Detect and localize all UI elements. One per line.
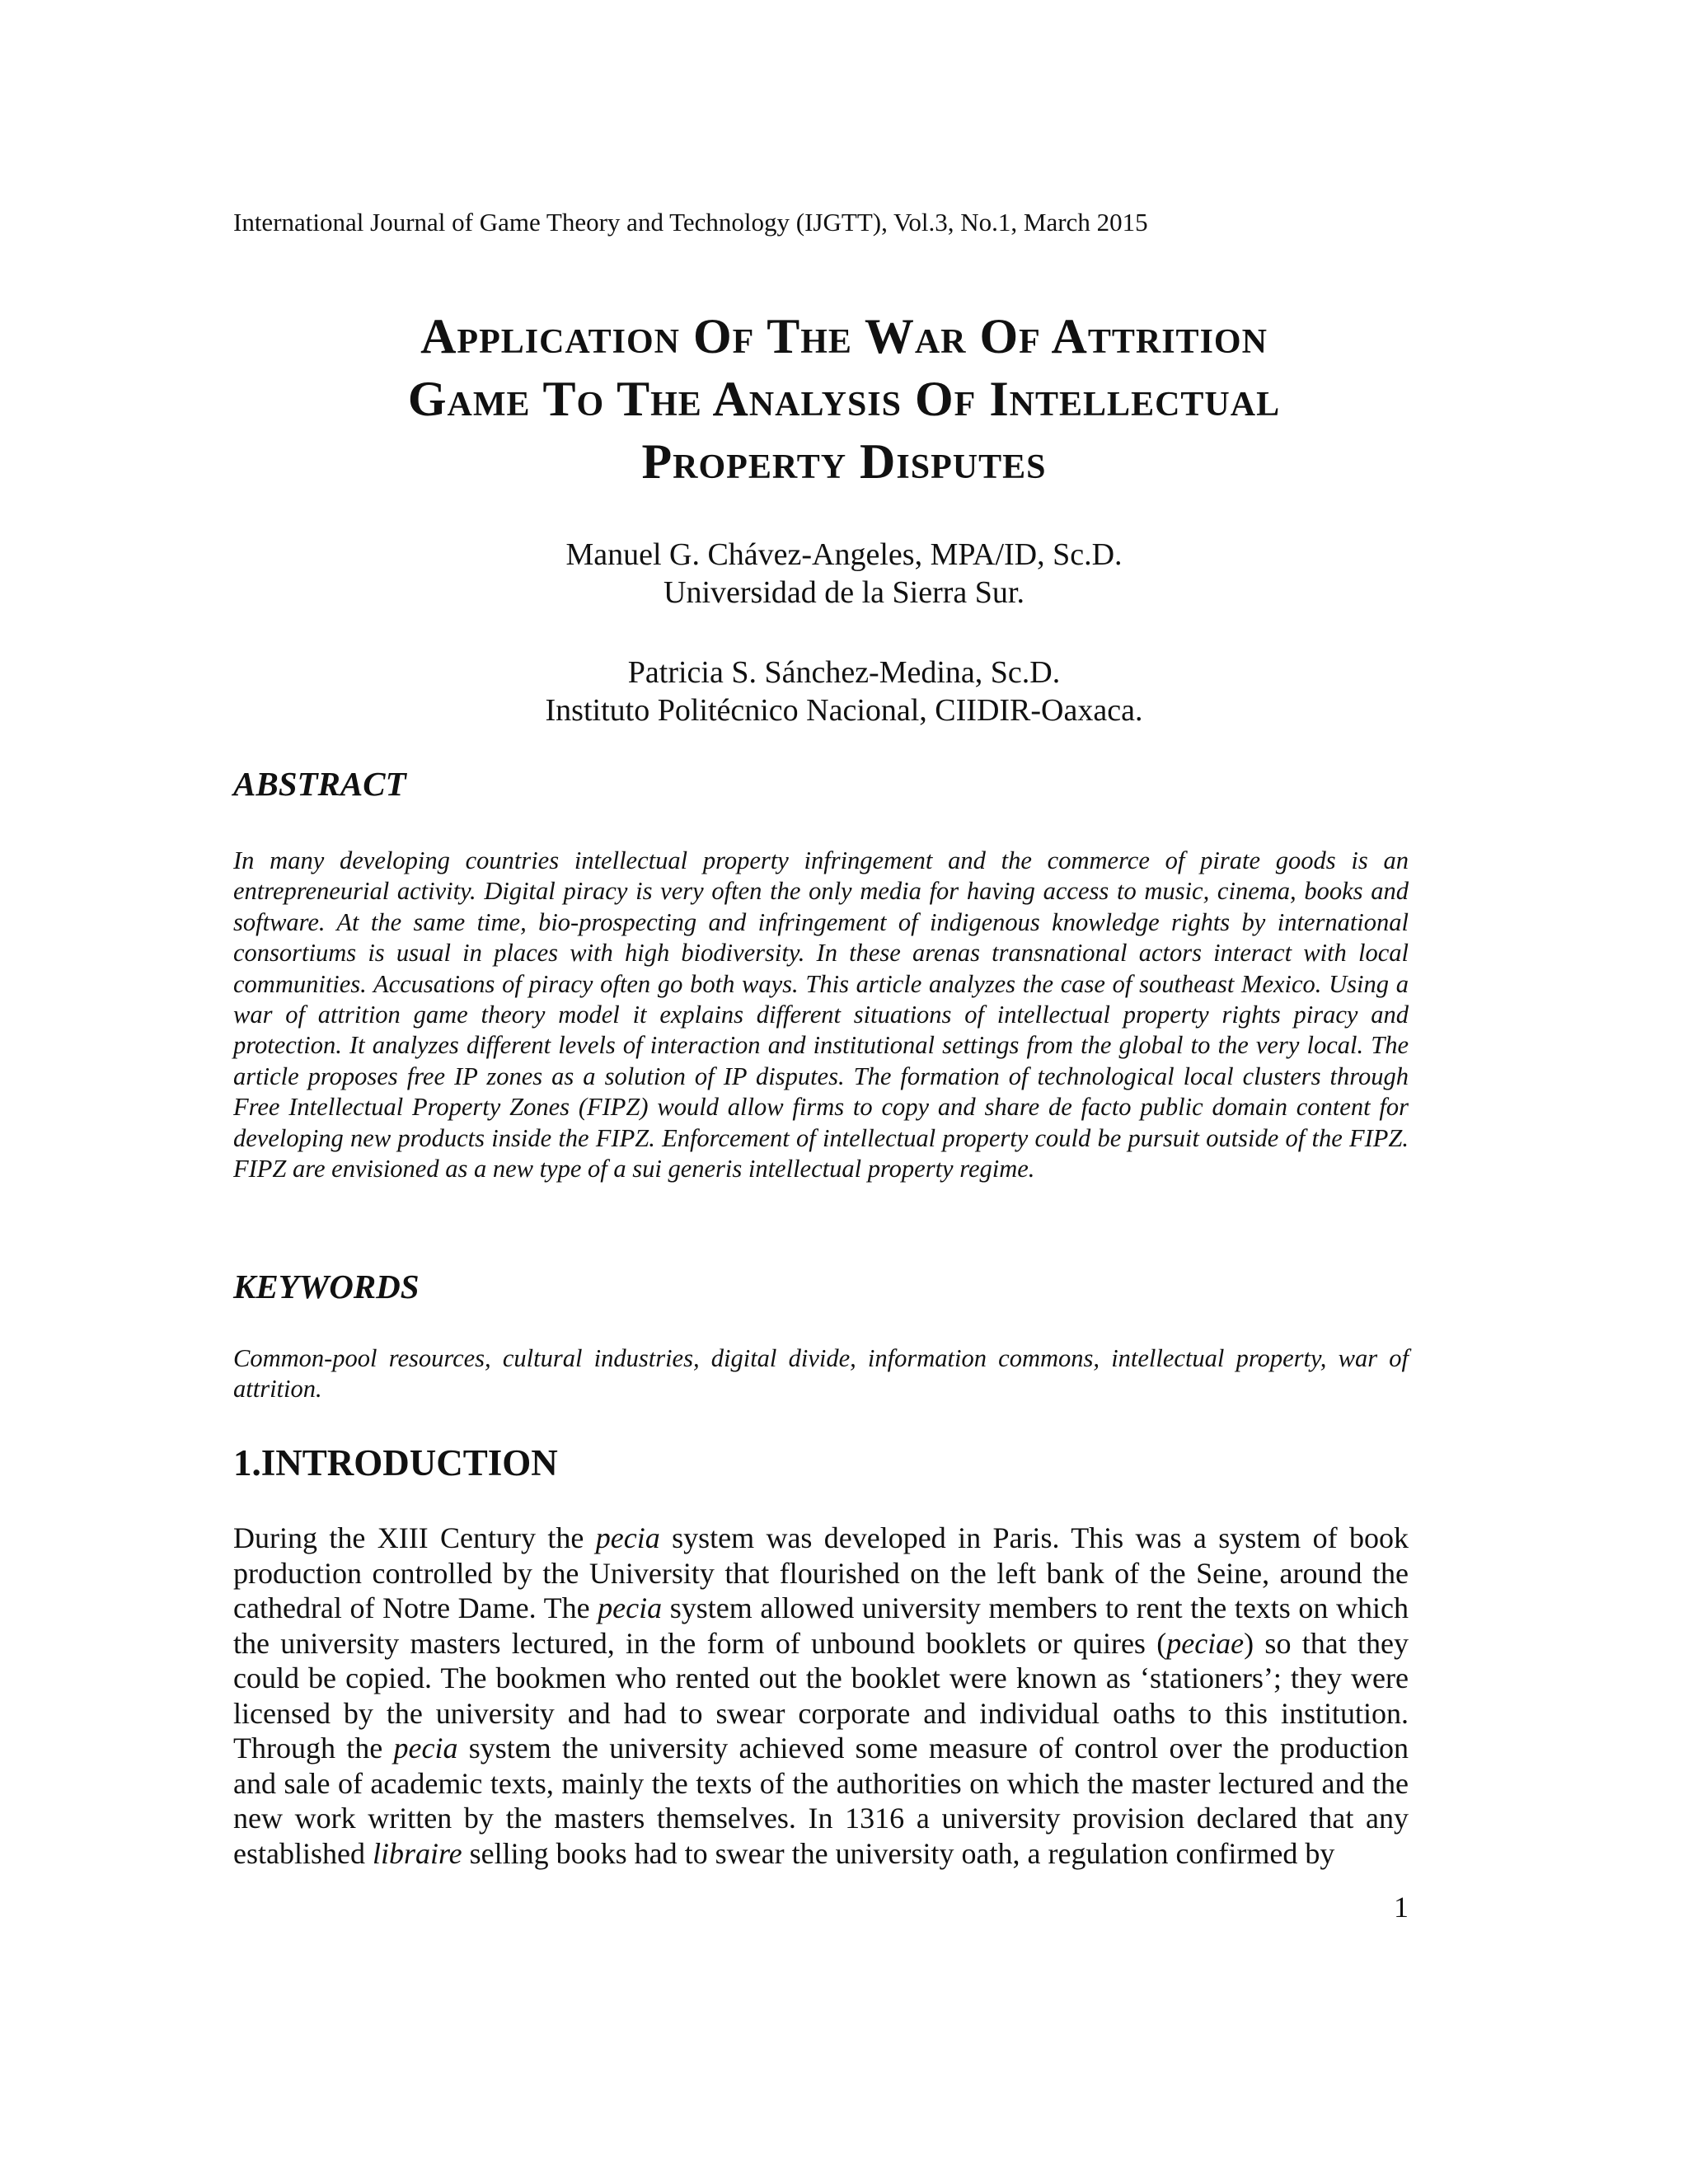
intro-emphasis-term: pecia — [595, 1521, 660, 1554]
paper-title — [165, 305, 1523, 493]
intro-emphasis-term: peciae — [1166, 1626, 1245, 1660]
intro-text-run: system the university achieved some measure of control over the production and sale of academic texts, mainly the texts of the authorities on which the master lectured and the new work written by the masters themselves. In 1316 a university provision declared that any established — [233, 1732, 1409, 1870]
abstract-heading: ABSTRACT — [233, 765, 406, 803]
intro-emphasis-term: pecia — [393, 1732, 458, 1765]
abstract-text: In many developing countries intellectual property infringement and the commerce of pirate goods is an entrepreneurial activity. Digital piracy is very often the only media for having access to music, cinema, books and software. At the same time, bio-prospecting and infringement of indigenous knowledge rights by international consortiums is usual in places with high biodiversity. In these arenas transnational actors interact with local communities. Accusations of piracy often go both ways. This article analyzes the case of southeast Mexico. Using a war of attrition game theory model it explains different situations of intellectual property rights piracy and protection. It analyzes different levels of interaction and institutional settings from the global to the very local. The article proposes free IP zones as a solution of IP disputes. The formation of technological local clusters through Free Intellectual Property Zones (FIPZ) would allow firms to copy and share de facto public domain content for developing new products inside the FIPZ. Enforcement of intellectual property could be pursuit outside of the FIPZ. FIPZ are envisioned as a new type of a sui generis intellectual property regime. — [233, 846, 1409, 1183]
page-number: 1 — [1394, 1891, 1409, 1924]
intro-text-run: ) so that they could be copied. The bookmen who rented out the booklet were known as ‘stationers’; they were licensed by the university and had to swear corporate and individual oaths to this institution. Through the — [233, 1626, 1409, 1765]
introduction-paragraph — [233, 1521, 1409, 1871]
author-block — [330, 536, 1358, 612]
intro-emphasis-term: pecia — [598, 1591, 663, 1624]
intro-emphasis-term: libraire — [372, 1836, 462, 1870]
intro-text-run: selling books had to swear the university oath, a regulation confirmed by — [462, 1836, 1335, 1870]
author-affiliation: Universidad de la Sierra Sur. — [663, 575, 1025, 610]
intro-text-run: system was developed in Paris. This was a system of book production controlled by the University that flourished on the left bank of the Seine, around the cathedral of Notre Dame. The — [233, 1521, 1409, 1624]
journal-running-header: International Journal of Game Theory and Technology (IJGTT), Vol.3, No.1, March 2015 — [233, 208, 1148, 237]
title-line: Application Of The War Of Attrition — [420, 309, 1268, 363]
title-line: Property Disputes — [641, 434, 1047, 489]
author-affiliation: Instituto Politécnico Nacional, CIIDIR-Oaxaca. — [545, 693, 1143, 728]
author-name: Manuel G. Chávez-Angeles, MPA/ID, Sc.D. — [565, 537, 1123, 572]
author-name: Patricia S. Sánchez-Medina, Sc.D. — [627, 655, 1061, 690]
keywords-text: Common-pool resources, cultural industries, digital divide, information commons, intellectual property, war of attrition. — [233, 1344, 1409, 1404]
title-line: Game To The Analysis Of Intellectual — [407, 372, 1281, 426]
keywords-heading: KEYWORDS — [233, 1268, 420, 1305]
intro-text-run: system allowed university members to rent the texts on which the university masters lectured, in the form of unbound booklets or quires ( — [233, 1591, 1409, 1660]
author-block — [330, 654, 1358, 729]
introduction-heading: 1.INTRODUCTION — [233, 1442, 558, 1483]
intro-text-run: During the XIII Century the — [233, 1521, 596, 1554]
